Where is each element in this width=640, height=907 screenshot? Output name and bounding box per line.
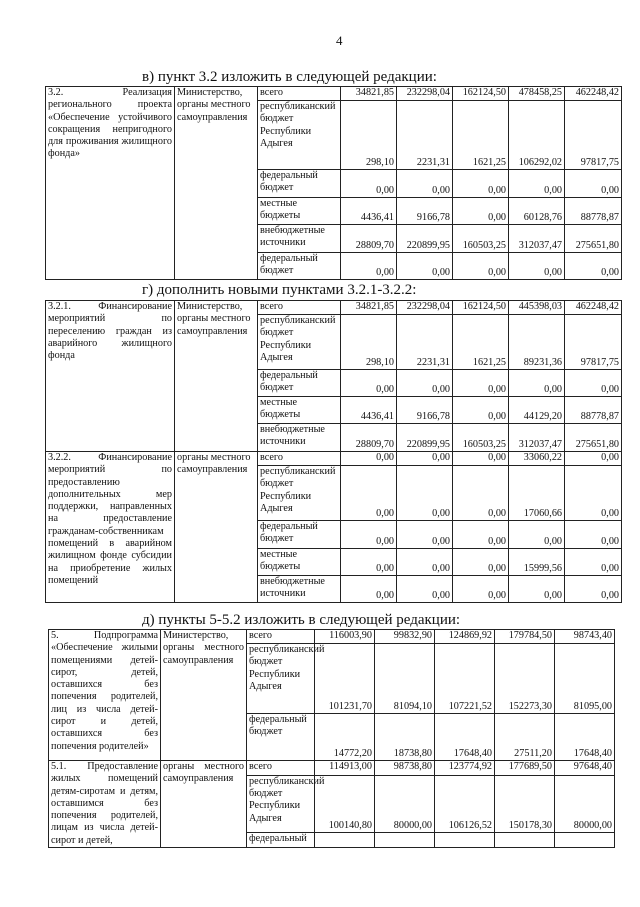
table-section-g (45, 300, 622, 603)
value-cell: 0,00 (341, 466, 397, 521)
value-cell: 0,00 (565, 370, 622, 397)
value-cell (555, 833, 615, 848)
value-cell: 0,00 (565, 253, 622, 280)
value-cell: 445398,03 (509, 301, 565, 315)
item-executor: Министерство, органы местного самоуправления (161, 630, 247, 761)
value-cell: 0,00 (397, 370, 453, 397)
item-executor: органы местного самоуправления (175, 452, 258, 603)
value-cell: 0,00 (565, 452, 622, 466)
source-label: внебюджетные источники (258, 225, 341, 253)
source-label: республиканский бюджет Республики Адыгея (258, 466, 341, 521)
source-label: местные бюджеты (258, 397, 341, 424)
value-cell: 0,00 (453, 452, 509, 466)
value-cell: 17060,66 (509, 466, 565, 521)
table-row (49, 630, 615, 644)
value-cell: 0,00 (453, 253, 509, 280)
item-executor: Министерство, органы местного самоуправления (175, 301, 258, 452)
source-label: федеральный бюджет (258, 170, 341, 198)
value-cell: 1621,25 (453, 315, 509, 370)
value-cell: 478458,25 (509, 87, 565, 101)
table-row (49, 761, 615, 776)
value-cell: 152273,30 (495, 644, 555, 714)
value-cell: 0,00 (453, 370, 509, 397)
source-label: внебюджетные источники (258, 424, 341, 452)
value-cell: 0,00 (341, 452, 397, 466)
value-cell: 232298,04 (397, 301, 453, 315)
value-cell: 2231,31 (397, 315, 453, 370)
value-cell: 0,00 (397, 452, 453, 466)
value-cell: 0,00 (565, 549, 622, 576)
value-cell: 15999,56 (509, 549, 565, 576)
value-cell: 0,00 (453, 521, 509, 549)
value-cell: 0,00 (397, 521, 453, 549)
value-cell: 160503,25 (453, 225, 509, 253)
value-cell: 177689,50 (495, 761, 555, 776)
value-cell: 0,00 (565, 170, 622, 198)
item-description: 3.2. Реализация регионального проекта «Обеспечение устойчивого сокращения непригодного для проживания жилищного фонда» (46, 87, 175, 280)
value-cell: 462248,42 (565, 87, 622, 101)
value-cell: 100140,80 (315, 775, 375, 833)
value-cell: 81095,00 (555, 644, 615, 714)
value-cell: 150178,30 (495, 775, 555, 833)
value-cell: 298,10 (341, 101, 397, 170)
value-cell: 114913,00 (315, 761, 375, 776)
value-cell: 60128,76 (509, 198, 565, 225)
table-section-v (45, 86, 622, 280)
value-cell: 0,00 (565, 466, 622, 521)
source-label: местные бюджеты (258, 549, 341, 576)
value-cell: 275651,80 (565, 225, 622, 253)
source-label: всего (258, 301, 341, 315)
value-cell: 4436,41 (341, 397, 397, 424)
value-cell: 0,00 (397, 549, 453, 576)
table-row (46, 301, 622, 315)
value-cell: 101231,70 (315, 644, 375, 714)
source-label: внебюджетные источники (258, 576, 341, 603)
value-cell: 80000,00 (555, 775, 615, 833)
value-cell: 0,00 (509, 170, 565, 198)
value-cell: 123774,92 (435, 761, 495, 776)
page-number: 4 (336, 33, 343, 48)
source-label: федеральный (247, 833, 315, 848)
value-cell (315, 833, 375, 848)
value-cell: 14772,20 (315, 714, 375, 761)
value-cell: 312037,47 (509, 424, 565, 452)
value-cell: 462248,42 (565, 301, 622, 315)
section-heading-v: в) пункт 3.2 изложить в следующей редакции: (142, 69, 437, 85)
value-cell: 28809,70 (341, 225, 397, 253)
value-cell: 0,00 (397, 466, 453, 521)
value-cell: 312037,47 (509, 225, 565, 253)
value-cell: 4436,41 (341, 198, 397, 225)
source-label: республиканский бюджет Республики Адыгея (247, 775, 315, 833)
source-label: всего (258, 87, 341, 101)
value-cell: 98738,80 (375, 761, 435, 776)
value-cell: 27511,20 (495, 714, 555, 761)
source-label: федеральный бюджет (258, 370, 341, 397)
value-cell: 0,00 (341, 370, 397, 397)
item-description: 3.2.1. Финансирование мероприятий по переселению граждан из аварийного жилищного фонда (46, 301, 175, 452)
source-label: местные бюджеты (258, 198, 341, 225)
value-cell: 0,00 (565, 576, 622, 603)
value-cell: 162124,50 (453, 301, 509, 315)
value-cell: 298,10 (341, 315, 397, 370)
value-cell: 220899,95 (397, 424, 453, 452)
value-cell: 28809,70 (341, 424, 397, 452)
value-cell: 160503,25 (453, 424, 509, 452)
value-cell: 0,00 (509, 521, 565, 549)
value-cell: 9166,78 (397, 397, 453, 424)
value-cell: 232298,04 (397, 87, 453, 101)
table-row (46, 87, 622, 101)
value-cell (375, 833, 435, 848)
value-cell: 0,00 (509, 370, 565, 397)
value-cell: 0,00 (341, 170, 397, 198)
value-cell: 97817,75 (565, 315, 622, 370)
table-row (46, 452, 622, 466)
source-label: республиканский бюджет Республики Адыгея (247, 644, 315, 714)
item-description: 5. Подпрограмма «Обеспечение жилыми помещениями детей-сирот, детей, оставшихся без попечения родителей, лиц из числа детей-сирот и детей, оставшихся без попечения родителей» (49, 630, 161, 761)
value-cell: 275651,80 (565, 424, 622, 452)
source-label: всего (258, 452, 341, 466)
value-cell: 0,00 (397, 170, 453, 198)
value-cell: 34821,85 (341, 87, 397, 101)
value-cell: 179784,50 (495, 630, 555, 644)
value-cell: 97817,75 (565, 101, 622, 170)
value-cell: 0,00 (341, 576, 397, 603)
section-heading-d: д) пункты 5-5.2 изложить в следующей редакции: (142, 612, 461, 628)
value-cell: 80000,00 (375, 775, 435, 833)
value-cell: 97648,40 (555, 761, 615, 776)
value-cell: 0,00 (453, 576, 509, 603)
value-cell: 0,00 (453, 549, 509, 576)
source-label: республиканский бюджет Республики Адыгея (258, 101, 341, 170)
item-executor: Министерство, органы местного самоуправления (175, 87, 258, 280)
value-cell: 107221,52 (435, 644, 495, 714)
value-cell: 0,00 (453, 170, 509, 198)
value-cell: 34821,85 (341, 301, 397, 315)
value-cell: 17648,40 (555, 714, 615, 761)
value-cell: 89231,36 (509, 315, 565, 370)
value-cell: 1621,25 (453, 101, 509, 170)
value-cell: 44129,20 (509, 397, 565, 424)
source-label: федеральный бюджет (247, 714, 315, 761)
value-cell: 0,00 (453, 466, 509, 521)
value-cell: 0,00 (509, 253, 565, 280)
value-cell: 106292,02 (509, 101, 565, 170)
value-cell: 106126,52 (435, 775, 495, 833)
item-executor: органы местного самоуправления (161, 761, 247, 848)
value-cell: 17648,40 (435, 714, 495, 761)
value-cell: 0,00 (397, 253, 453, 280)
section-heading-g: г) дополнить новыми пунктами 3.2.1-3.2.2: (142, 282, 417, 298)
value-cell: 124869,92 (435, 630, 495, 644)
value-cell: 33060,22 (509, 452, 565, 466)
value-cell: 0,00 (341, 253, 397, 280)
value-cell (435, 833, 495, 848)
value-cell: 116003,90 (315, 630, 375, 644)
value-cell: 0,00 (509, 576, 565, 603)
value-cell: 88778,87 (565, 397, 622, 424)
value-cell: 98743,40 (555, 630, 615, 644)
value-cell: 18738,80 (375, 714, 435, 761)
value-cell: 0,00 (453, 397, 509, 424)
source-label: республиканский бюджет Республики Адыгея (258, 315, 341, 370)
source-label: всего (247, 761, 315, 776)
value-cell: 162124,50 (453, 87, 509, 101)
item-description: 3.2.2. Финансирование мероприятий по предоставлению дополнительных мер поддержки, направленных на предоставление гражданам-собственникам помещений в аварийном жилищном фонде субсидии на приобретение жилых помещений (46, 452, 175, 603)
table-section-d (48, 629, 615, 848)
value-cell: 0,00 (453, 198, 509, 225)
value-cell (495, 833, 555, 848)
value-cell: 2231,31 (397, 101, 453, 170)
value-cell: 9166,78 (397, 198, 453, 225)
value-cell: 99832,90 (375, 630, 435, 644)
source-label: федеральный бюджет (258, 521, 341, 549)
item-description: 5.1. Предоставление жилых помещений детям-сиротам и детям, оставшимся без попечения родителей, лицам из числа детей-сирот и детей, (49, 761, 161, 848)
value-cell: 0,00 (565, 521, 622, 549)
value-cell: 88778,87 (565, 198, 622, 225)
source-label: федеральный бюджет (258, 253, 341, 280)
value-cell: 0,00 (341, 549, 397, 576)
value-cell: 0,00 (341, 521, 397, 549)
value-cell: 0,00 (397, 576, 453, 603)
source-label: всего (247, 630, 315, 644)
value-cell: 81094,10 (375, 644, 435, 714)
value-cell: 220899,95 (397, 225, 453, 253)
